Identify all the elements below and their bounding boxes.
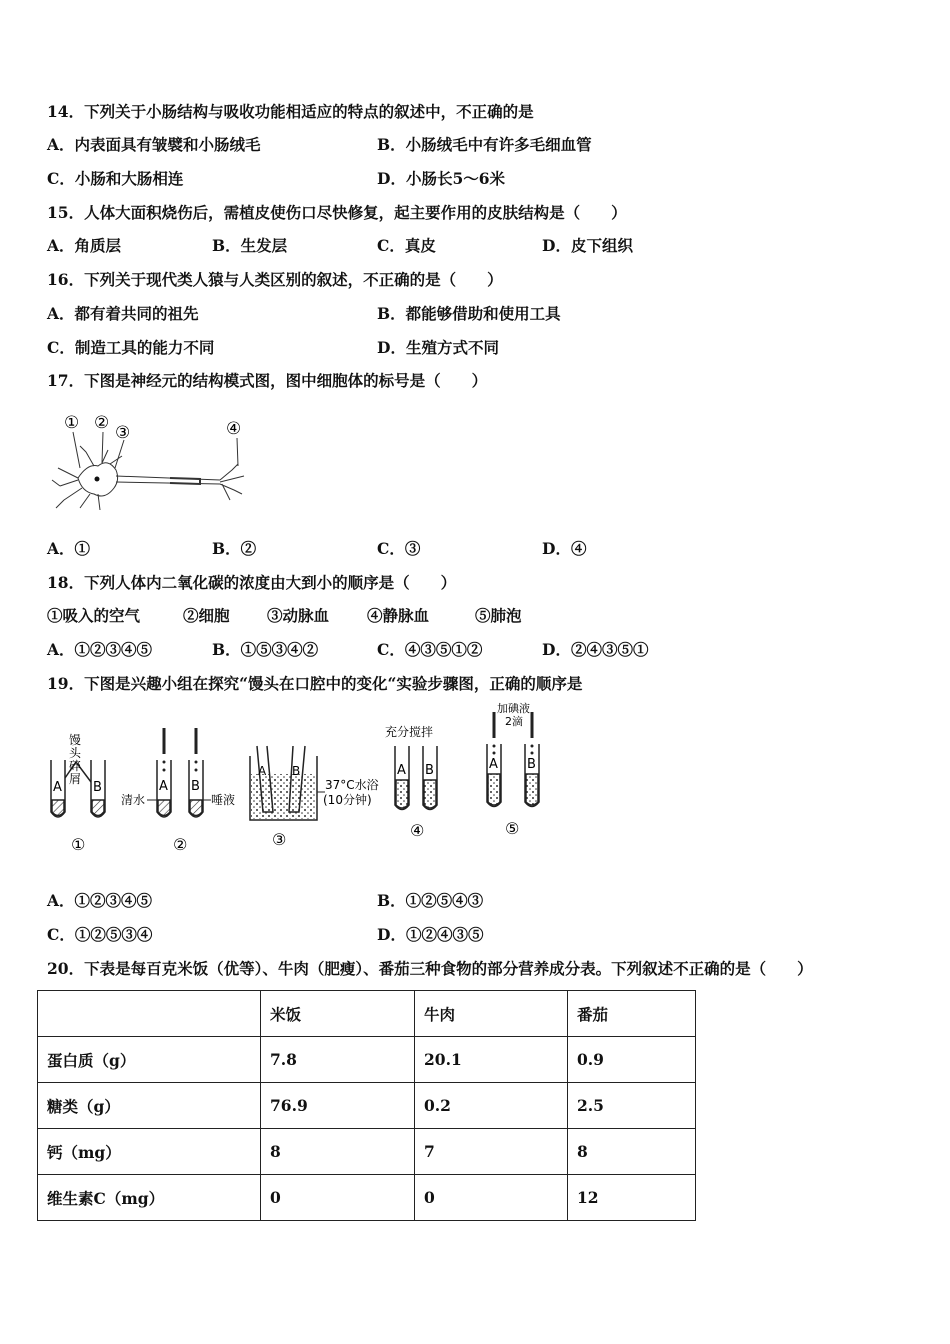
- q15-option-b[interactable]: B．生发层: [212, 236, 288, 255]
- step2-tube-a: A: [159, 779, 168, 794]
- q18-option-b[interactable]: B．①⑤③④②: [212, 640, 319, 659]
- table-header-beef: 牛肉: [415, 991, 568, 1037]
- step2-water-label: 清水: [121, 793, 146, 807]
- neuron-label-3: ③: [115, 423, 131, 443]
- neuron-label-1: ①: [64, 413, 80, 433]
- step3-temperature-label: 37°C水浴: [325, 778, 379, 792]
- neuron-label-4: ④: [226, 419, 242, 439]
- step2-drawing: [147, 728, 211, 817]
- step3-number: ③: [272, 830, 287, 849]
- step2-number: ②: [173, 835, 188, 854]
- q15-option-d[interactable]: D．皮下组织: [542, 236, 633, 255]
- table-cell: 7.8: [261, 1037, 415, 1083]
- q18-option-d[interactable]: D．②④③⑤①: [542, 640, 649, 659]
- step5-number: ⑤: [505, 819, 520, 838]
- q18-item-2: ②细胞: [183, 606, 230, 625]
- step4-number: ④: [410, 821, 425, 840]
- step5-drops-label: 2滴: [505, 715, 523, 728]
- table-cell: 20.1: [415, 1037, 568, 1083]
- bread-label-1: 馒: [69, 733, 82, 747]
- step4-stir-label: 充分搅拌: [385, 725, 434, 739]
- step3-drawing: [250, 746, 325, 820]
- q16-option-c[interactable]: C．制造工具的能力不同: [47, 338, 215, 357]
- table-header-rice: 米饭: [261, 991, 415, 1037]
- table-cell: 糖类（g）: [38, 1083, 261, 1129]
- q19-option-d[interactable]: D．①②④③⑤: [377, 925, 484, 944]
- q20-stem: 20．下表是每百克米饭（优等）、牛肉（肥瘦）、番茄三种食物的部分营养成分表。下列叙述不正确的是（ ）: [47, 959, 813, 978]
- table-header-tomato: 番茄: [568, 991, 696, 1037]
- q16-option-d[interactable]: D．生殖方式不同: [377, 338, 499, 357]
- table-cell: 0.9: [568, 1037, 696, 1083]
- q14-option-c[interactable]: C．小肠和大肠相连: [47, 169, 184, 188]
- step4-tube-a: A: [397, 763, 406, 778]
- step4-tube-b: B: [425, 763, 434, 778]
- q15-option-a[interactable]: A．角质层: [47, 236, 122, 255]
- step2-tube-b: B: [191, 779, 200, 794]
- q19-option-b[interactable]: B．①②⑤④③: [377, 891, 484, 910]
- step3-time-label: (10分钟): [323, 793, 372, 807]
- table-cell: 12: [568, 1175, 696, 1221]
- q18-item-3: ③动脉血: [267, 606, 330, 625]
- q17-stem: 17．下图是神经元的结构模式图，图中细胞体的标号是（ ）: [47, 371, 488, 390]
- step3-tube-a: A: [258, 764, 267, 778]
- table-cell: 维生素C（mg）: [38, 1175, 261, 1221]
- table-cell: 2.5: [568, 1083, 696, 1129]
- q14-option-b[interactable]: B．小肠绒毛中有许多毛细血管: [377, 135, 592, 154]
- table-cell: 0.2: [415, 1083, 568, 1129]
- table-row: [38, 1175, 696, 1221]
- table-row: [38, 1083, 696, 1129]
- step1-number: ①: [71, 835, 86, 854]
- q18-item-4: ④静脉血: [367, 606, 430, 625]
- q17-option-b[interactable]: B．②: [212, 539, 257, 558]
- table-cell: 0: [415, 1175, 568, 1221]
- table-cell: 76.9: [261, 1083, 415, 1129]
- q17-option-a[interactable]: A．①: [47, 539, 91, 558]
- q19-stem: 19．下图是兴趣小组在探究“馒头在口腔中的变化“实验步骤图，正确的顺序是: [47, 674, 583, 693]
- q14-stem: 14．下列关于小肠结构与吸收功能相适应的特点的叙述中，不正确的是: [47, 102, 534, 121]
- step3-tube-b: B: [292, 764, 301, 778]
- neuron-nucleus: [95, 477, 100, 482]
- q16-option-b[interactable]: B．都能够借助和使用工具: [377, 304, 561, 323]
- step5-iodine-label: 加碘液: [497, 702, 530, 715]
- table-cell: [38, 991, 261, 1037]
- neuron-drawing: [52, 432, 244, 510]
- q18-item-1: ①吸入的空气: [47, 606, 141, 625]
- table-row: [38, 1037, 696, 1083]
- q16-stem: 16．下列关于现代类人猿与人类区别的叙述，不正确的是（ ）: [47, 270, 503, 289]
- table-cell: 8: [261, 1129, 415, 1175]
- q19-option-a[interactable]: A．①②③④⑤: [47, 891, 153, 910]
- step1-tube-b: B: [93, 780, 102, 795]
- nutrition-table: [37, 990, 696, 1221]
- q15-option-c[interactable]: C．真皮: [377, 236, 436, 255]
- table-header-row: [38, 991, 696, 1037]
- q15-stem: 15．人体大面积烧伤后，需植皮使伤口尽快修复，起主要作用的皮肤结构是（ ）: [47, 203, 627, 222]
- table-cell: 0: [261, 1175, 415, 1221]
- q14-option-a[interactable]: A．内表面具有皱襞和小肠绒毛: [47, 135, 261, 154]
- bread-label-4: 屑: [69, 772, 82, 786]
- bread-label-2: 头: [69, 746, 82, 760]
- table-cell: 7: [415, 1129, 568, 1175]
- step1-tube-a: A: [53, 780, 62, 795]
- q17-option-d[interactable]: D．④: [542, 539, 587, 558]
- step2-saliva-label: 唾液: [211, 793, 236, 807]
- table-row: [38, 1129, 696, 1175]
- step5-tube-a: A: [489, 757, 498, 772]
- table-cell: 钙（mg）: [38, 1129, 261, 1175]
- neuron-label-2: ②: [94, 413, 110, 433]
- bread-label-3: 碎: [69, 759, 82, 773]
- neuron-figure: [50, 408, 260, 518]
- q18-option-a[interactable]: A．①②③④⑤: [47, 640, 153, 659]
- q17-option-c[interactable]: C．③: [377, 539, 421, 558]
- step5-tube-b: B: [527, 757, 536, 772]
- q16-option-a[interactable]: A．都有着共同的祖先: [47, 304, 199, 323]
- q14-option-d[interactable]: D．小肠长5～6米: [377, 169, 506, 188]
- experiment-figure: [45, 700, 565, 865]
- table-cell: 8: [568, 1129, 696, 1175]
- q19-option-c[interactable]: C．①②⑤③④: [47, 925, 153, 944]
- table-cell: 蛋白质（g）: [38, 1037, 261, 1083]
- q18-item-5: ⑤肺泡: [475, 606, 522, 625]
- q18-stem: 18．下列人体内二氧化碳的浓度由大到小的顺序是（ ）: [47, 573, 457, 592]
- q18-option-c[interactable]: C．④③⑤①②: [377, 640, 483, 659]
